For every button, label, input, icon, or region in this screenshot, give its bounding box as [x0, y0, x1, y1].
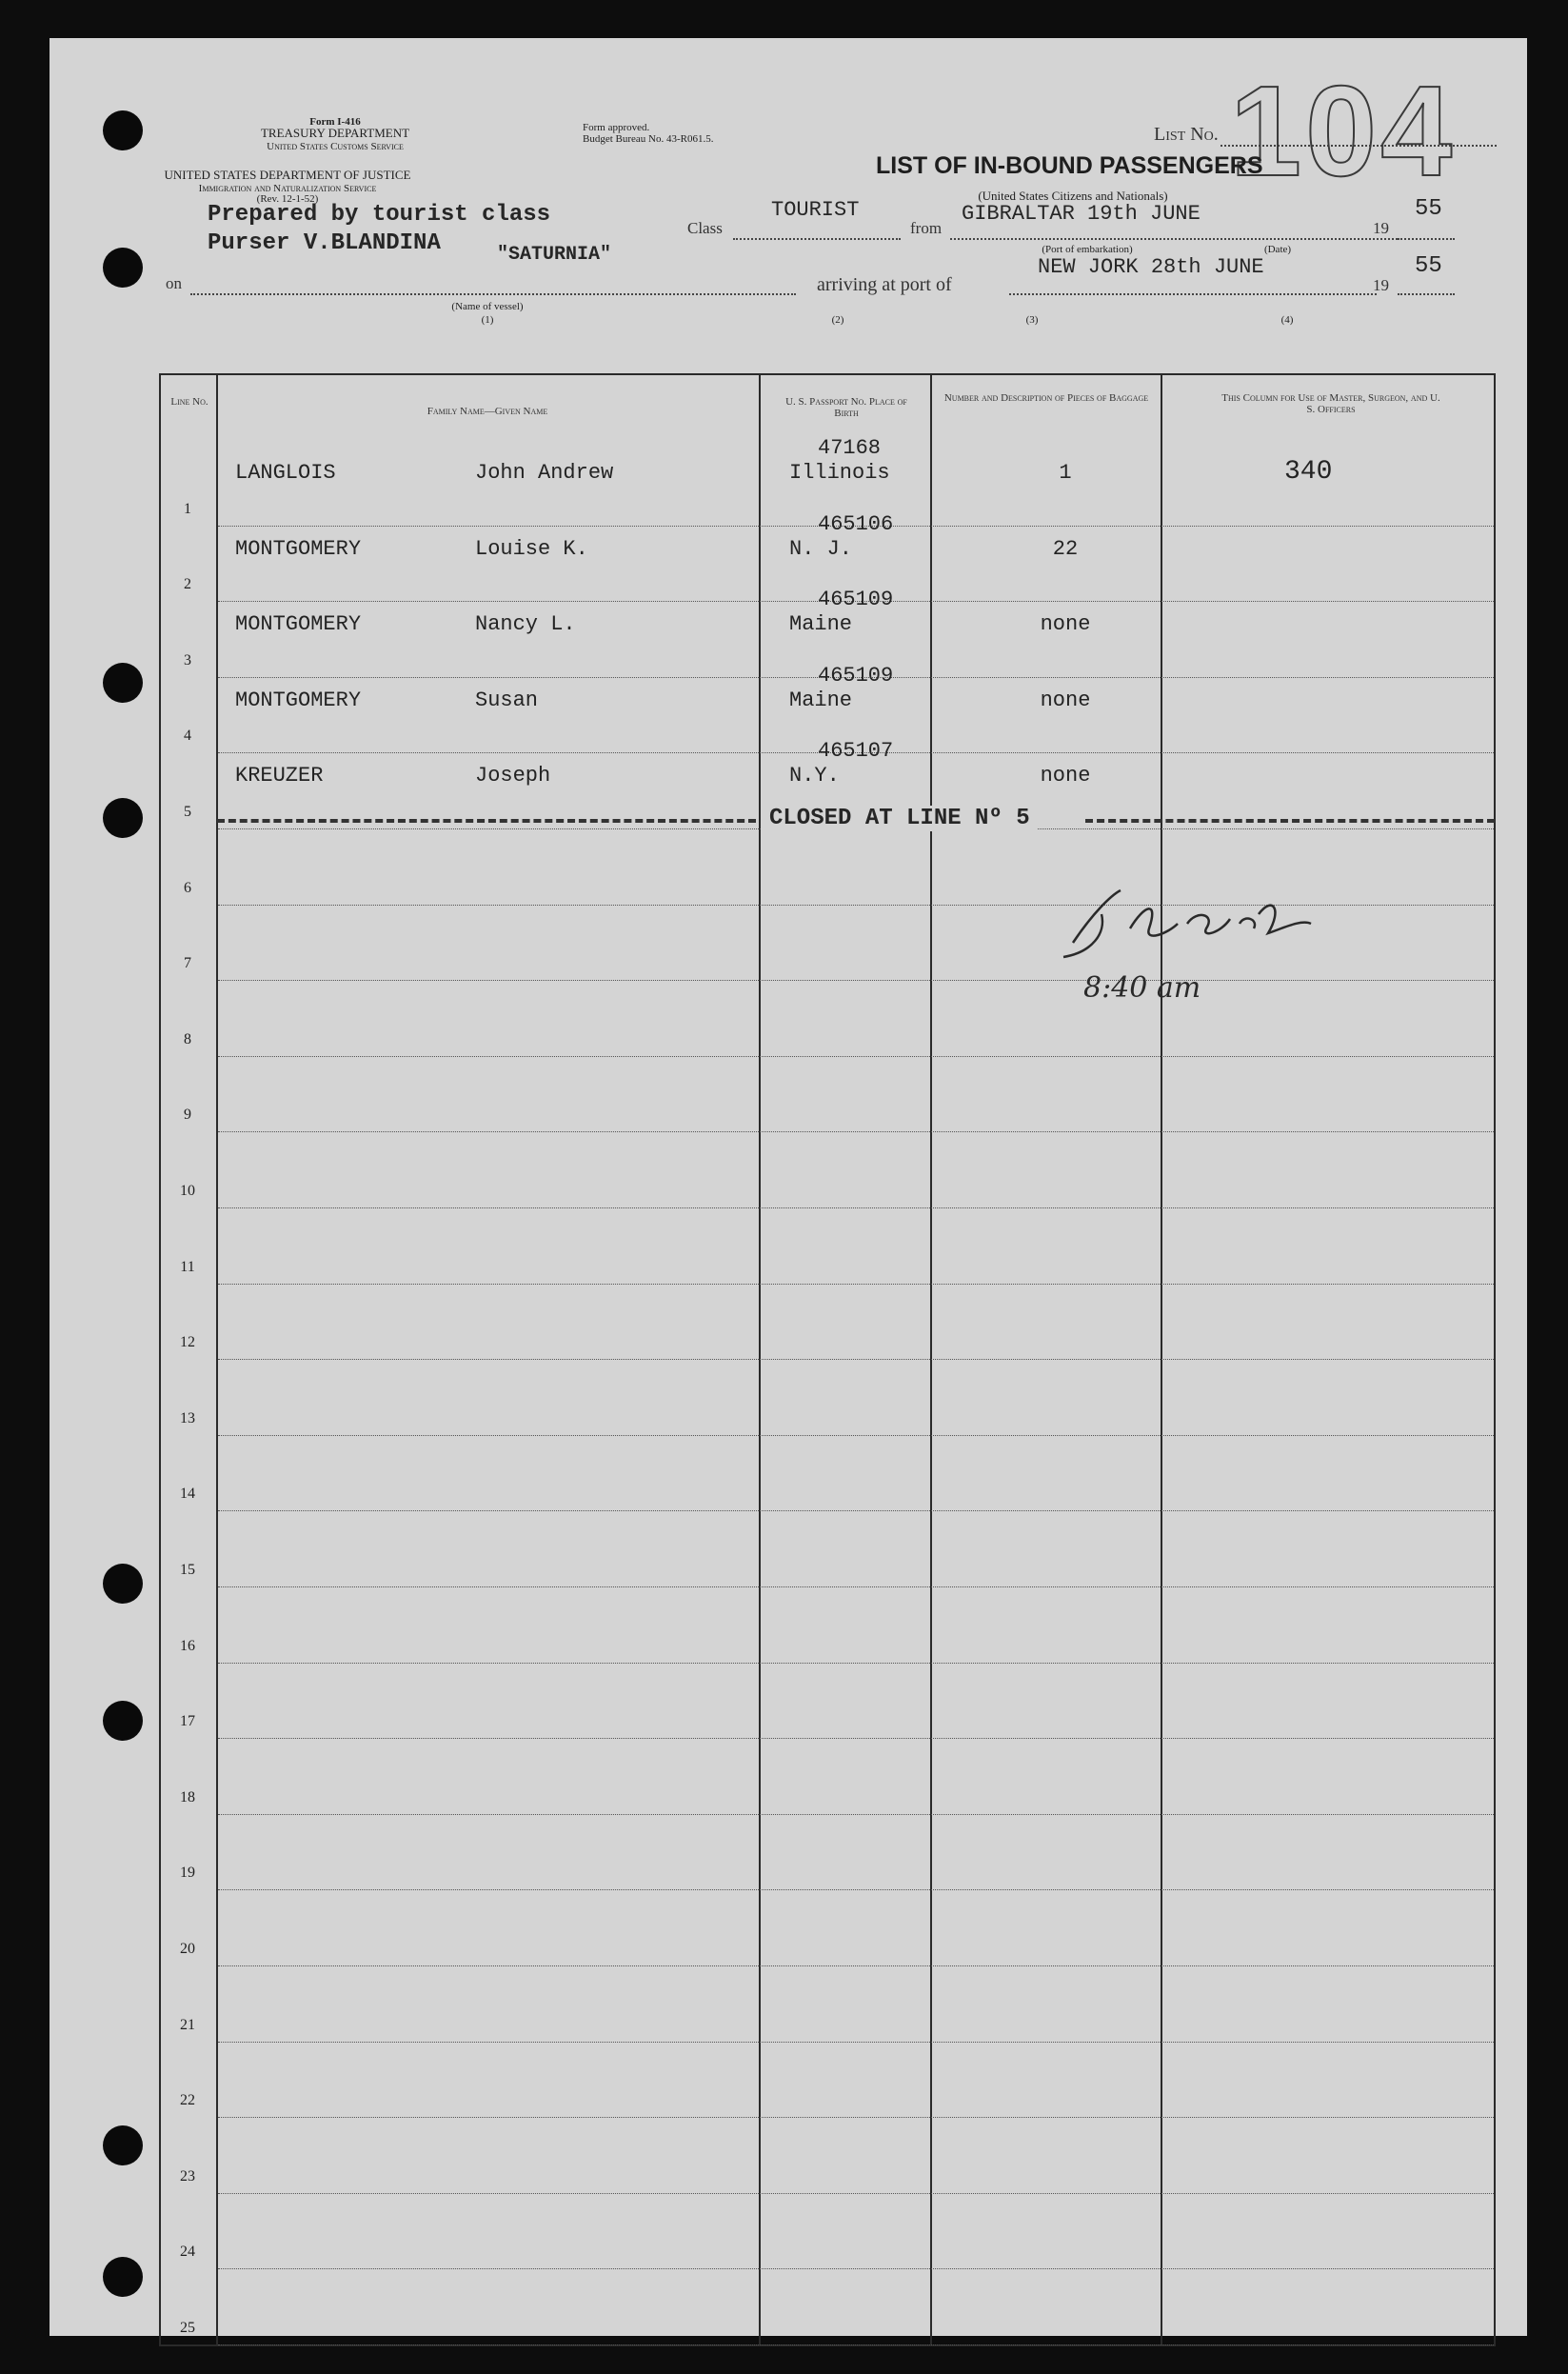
row-rule: [218, 1814, 1494, 1815]
line-number: 1: [184, 500, 191, 517]
line-number: 10: [180, 1183, 195, 1199]
from-line: [950, 238, 1398, 240]
year-prefix-2: 19: [1373, 276, 1389, 294]
arriving-label: arriving at port of: [817, 274, 952, 295]
row-rule: [218, 2117, 1494, 2118]
justice-department: UNITED STATES DEPARTMENT OF JUSTICE: [164, 168, 411, 182]
punch-hole: [103, 2125, 143, 2165]
list-no-label: List No.: [1154, 124, 1219, 145]
year-2: 55: [1415, 253, 1442, 279]
family-name: KREUZER: [235, 764, 324, 788]
line-number: 24: [180, 2244, 195, 2261]
place-of-birth: N.Y.: [789, 764, 840, 788]
line-number: 5: [184, 804, 191, 820]
col-caption-1: (1): [481, 314, 494, 326]
family-name: MONTGOMERY: [235, 688, 362, 712]
row-rule: [218, 1889, 1494, 1890]
row-rule: [218, 2268, 1494, 2269]
line-number: 25: [180, 2320, 195, 2336]
place-of-birth: Maine: [789, 612, 853, 637]
class-label: Class: [687, 219, 723, 237]
year-1: 55: [1415, 196, 1442, 222]
family-name: MONTGOMERY: [235, 612, 362, 637]
list-number: 104: [1230, 59, 1457, 203]
revision: (Rev. 12-1-52): [256, 193, 319, 205]
vessel-name: "SATURNIA": [497, 244, 612, 266]
line-number: 20: [180, 1941, 195, 1957]
punch-hole: [103, 248, 143, 288]
year-line-1: [1398, 238, 1455, 240]
given-name: Susan: [475, 688, 539, 712]
line-number: 15: [180, 1562, 195, 1578]
form-number: Form I-416: [309, 116, 361, 128]
from-label: from: [910, 219, 943, 237]
row-rule: [218, 1131, 1494, 1132]
year-line-2: [1398, 293, 1455, 295]
passport-number: 47168: [818, 436, 882, 460]
prepared-by: Prepared by tourist class: [208, 202, 551, 228]
col-caption-3: (3): [1025, 314, 1039, 326]
given-name: Nancy L.: [475, 612, 576, 637]
place-of-birth: Maine: [789, 688, 853, 712]
header-passport: U. S. Passport No. Place of Birth: [785, 396, 907, 419]
customs-service: United States Customs Service: [267, 141, 404, 152]
header-line-no: Line No.: [170, 396, 208, 408]
punch-hole: [103, 1701, 143, 1741]
budget-bureau: Budget Bureau No. 43-R061.5.: [583, 133, 714, 145]
manifest-sheet: [50, 38, 1527, 2336]
row-rule: [218, 2042, 1494, 2043]
class-value: TOURIST: [771, 198, 860, 222]
place-of-birth: Illinois: [789, 461, 890, 485]
date-caption: (Date): [1263, 244, 1292, 255]
punch-hole: [103, 2257, 143, 2297]
family-name: LANGLOIS: [235, 461, 336, 485]
header-officers: This Column for Use of Master, Surgeon, and U. S. Officers: [1221, 392, 1440, 415]
ins-service: Immigration and Naturalization Service: [198, 183, 377, 194]
manifest-subtitle: (United States Citizens and Nationals): [978, 189, 1168, 203]
closed-text: CLOSED AT LINE Nº 5: [762, 806, 1038, 831]
vessel-caption: (Name of vessel): [451, 301, 524, 312]
given-name: Joseph: [475, 764, 551, 788]
punch-hole: [103, 663, 143, 703]
row-rule: [218, 2193, 1494, 2194]
row-rule: [218, 1284, 1494, 1285]
baggage-count: none: [1040, 764, 1091, 788]
officer-note: 340: [1284, 457, 1333, 487]
baggage-count: none: [1040, 688, 1091, 712]
line-number: 6: [184, 879, 191, 896]
col-caption-4: (4): [1280, 314, 1294, 326]
manifest-title: LIST OF IN-BOUND PASSENGERS: [876, 152, 1263, 179]
on-label: on: [166, 274, 182, 292]
closed-strike-left: [217, 819, 756, 823]
row-rule: [218, 1586, 1494, 1587]
passport-number: 465109: [818, 588, 894, 612]
closed-strike-right: [1085, 819, 1495, 823]
punch-hole: [103, 1564, 143, 1604]
place-of-birth: N. J.: [789, 536, 853, 561]
line-number: 9: [184, 1107, 191, 1124]
given-name: John Andrew: [475, 461, 614, 485]
row-rule: [218, 1359, 1494, 1360]
from-value: GIBRALTAR 19th JUNE: [962, 202, 1201, 226]
line-number: 8: [184, 1030, 191, 1047]
line-number: 3: [184, 651, 191, 668]
row-rule: [218, 1510, 1494, 1511]
vessel-line: [190, 293, 796, 295]
given-name: Louise K.: [475, 536, 588, 561]
passenger-table: [159, 373, 1496, 2346]
line-number: 21: [180, 2016, 195, 2033]
passport-number: 465109: [818, 663, 894, 688]
line-number: 19: [180, 1865, 195, 1882]
row-rule: [218, 1435, 1494, 1436]
line-number: 7: [184, 955, 191, 972]
line-number: 12: [180, 1334, 195, 1351]
port-caption: (Port of embarkation): [1042, 244, 1133, 255]
line-number: 14: [180, 1486, 195, 1503]
line-number: 2: [184, 576, 191, 593]
row-rule: [218, 1663, 1494, 1664]
line-number: 17: [180, 1713, 195, 1730]
header-baggage: Number and Description of Pieces of Baggage: [943, 392, 1149, 404]
line-number: 11: [180, 1258, 195, 1275]
arrival-value: NEW JORK 28th JUNE: [1038, 255, 1264, 279]
row-rule: [218, 1207, 1494, 1208]
line-number: 16: [180, 1637, 195, 1654]
treasury-department: TREASURY DEPARTMENT: [260, 126, 410, 140]
family-name: MONTGOMERY: [235, 536, 362, 561]
row-rule: [218, 1056, 1494, 1057]
header-name: Family Name—Given Name: [427, 406, 548, 417]
year-prefix-1: 19: [1373, 219, 1389, 237]
line-number: 18: [180, 1788, 195, 1805]
passport-number: 465106: [818, 511, 894, 536]
form-approved: Form approved.: [583, 122, 650, 133]
line-number: 13: [180, 1409, 195, 1426]
purser-name: Purser V.BLANDINA: [208, 230, 441, 256]
baggage-count: 1: [1059, 461, 1072, 485]
punch-hole: [103, 110, 143, 150]
arrival-line: [1009, 293, 1377, 295]
line-number: 22: [180, 2092, 195, 2109]
line-number: 4: [184, 728, 191, 745]
col-caption-2: (2): [831, 314, 844, 326]
baggage-count: none: [1040, 612, 1091, 637]
punch-hole: [103, 798, 143, 838]
row-rule: [218, 1965, 1494, 1966]
row-rule: [218, 1738, 1494, 1739]
class-line: [733, 238, 901, 240]
row-rule: [218, 2344, 1494, 2345]
baggage-count: 22: [1052, 536, 1079, 561]
line-number: 23: [180, 2167, 195, 2184]
passport-number: 465107: [818, 739, 894, 764]
signature-time: 8:40 am: [1083, 971, 1201, 1005]
